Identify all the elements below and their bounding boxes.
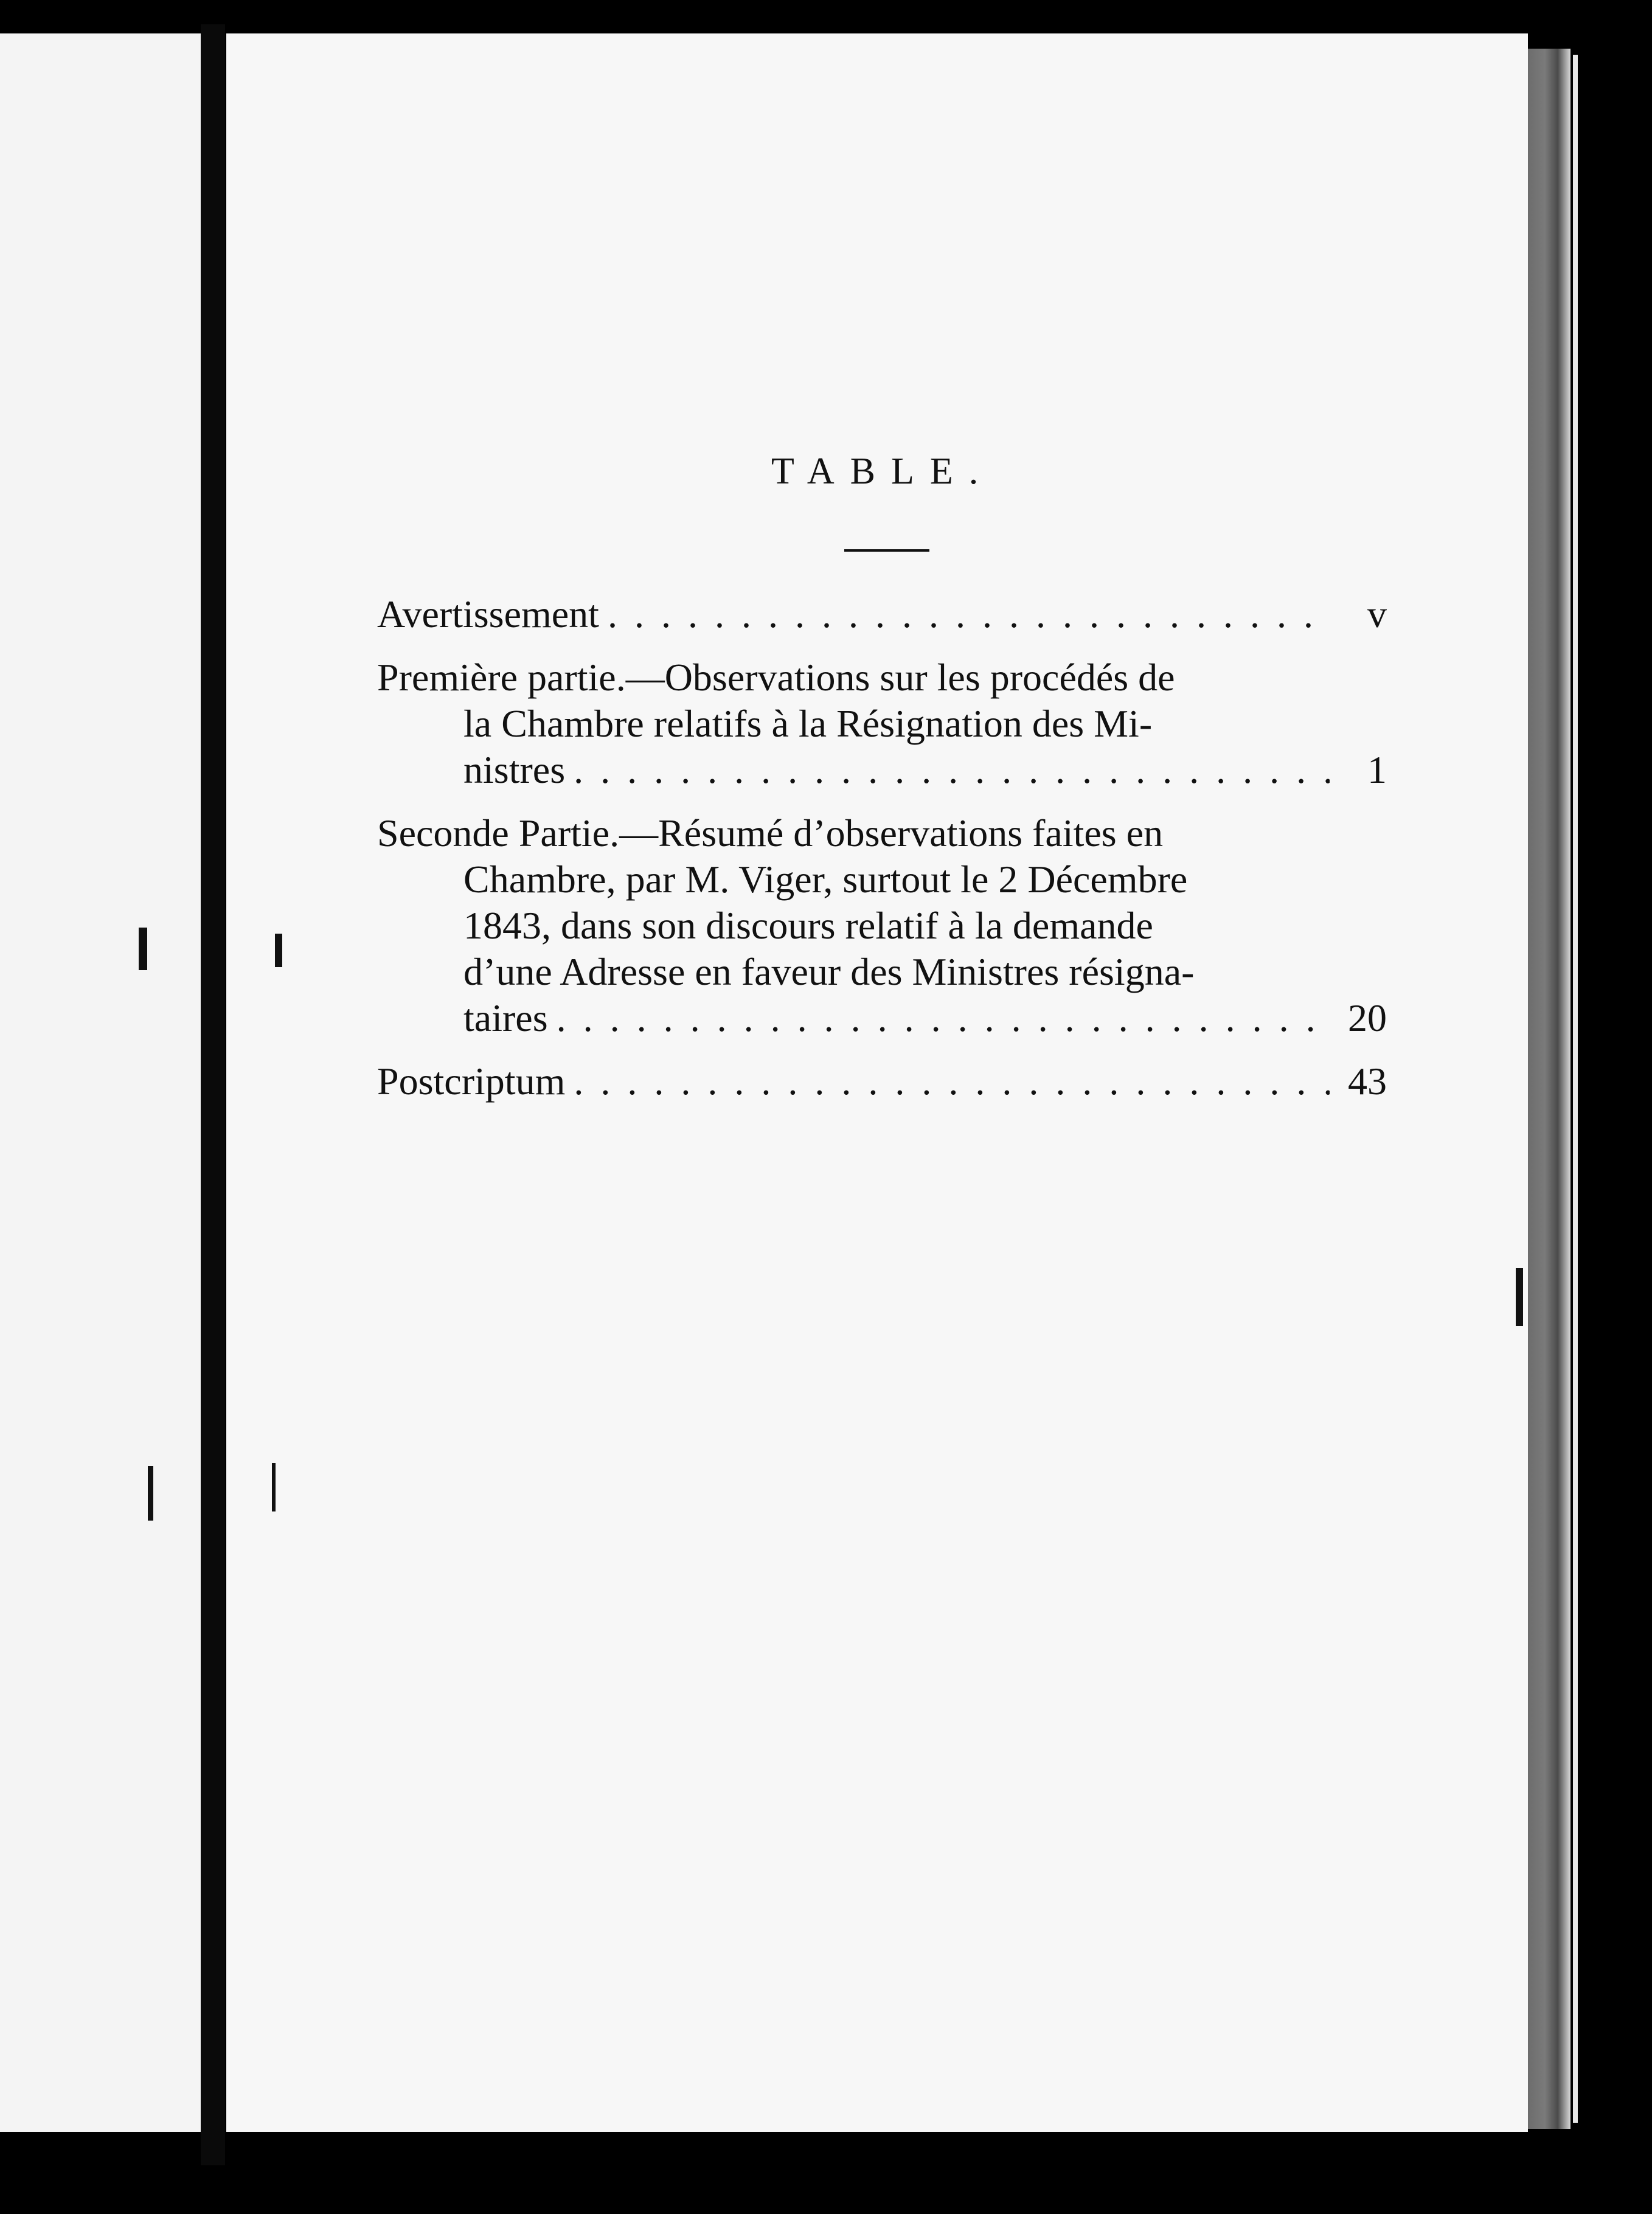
toc-entry-text: Première partie.—Observations sur les procédés de <box>377 656 1175 699</box>
toc-page-number: v <box>1367 592 1387 636</box>
table-of-contents <box>377 591 1387 1122</box>
toc-entry-text: Chambre, par M. Viger, surtout le 2 Décembre <box>463 858 1188 901</box>
toc-page-number: 43 <box>1348 1060 1387 1103</box>
toc-entry-premiere-partie <box>377 654 1387 793</box>
facing-page <box>0 33 201 2132</box>
page-edge-highlight <box>1573 55 1578 2123</box>
toc-entry-text: taires <box>463 996 548 1039</box>
ink-speck <box>275 934 282 967</box>
dot-leader <box>574 747 1330 793</box>
book-gutter <box>201 24 225 2165</box>
toc-entry-avertissement <box>377 591 1387 637</box>
ink-speck <box>272 1463 276 1511</box>
toc-entry-postcriptum <box>377 1058 1387 1105</box>
toc-page-number: 20 <box>1348 996 1387 1039</box>
dot-leader <box>608 591 1330 637</box>
dot-leader <box>574 1058 1330 1105</box>
page-title: TABLE. <box>771 451 994 492</box>
toc-entry-seconde-partie <box>377 810 1387 1041</box>
toc-entry-text: 1843, dans son discours relatif à la demande <box>463 904 1153 947</box>
toc-entry-text: d’une Adresse en faveur des Ministres résigna- <box>463 950 1195 993</box>
toc-page-number: 1 <box>1367 748 1387 791</box>
toc-entry-title: Avertissement <box>377 592 599 636</box>
ink-speck <box>148 1466 153 1521</box>
toc-entry-text: Seconde Partie.—Résumé d’observations faites en <box>377 811 1164 855</box>
ink-speck <box>139 928 147 970</box>
title-rule <box>844 549 929 552</box>
toc-entry-title: Postcriptum <box>377 1060 566 1103</box>
page-edge-shadow <box>1528 49 1570 2129</box>
ink-speck <box>1516 1268 1523 1326</box>
toc-entry-text: la Chambre relatifs à la Résignation des Mi- <box>463 702 1153 745</box>
dot-leader <box>557 995 1330 1041</box>
toc-entry-text: nistres <box>463 748 566 791</box>
